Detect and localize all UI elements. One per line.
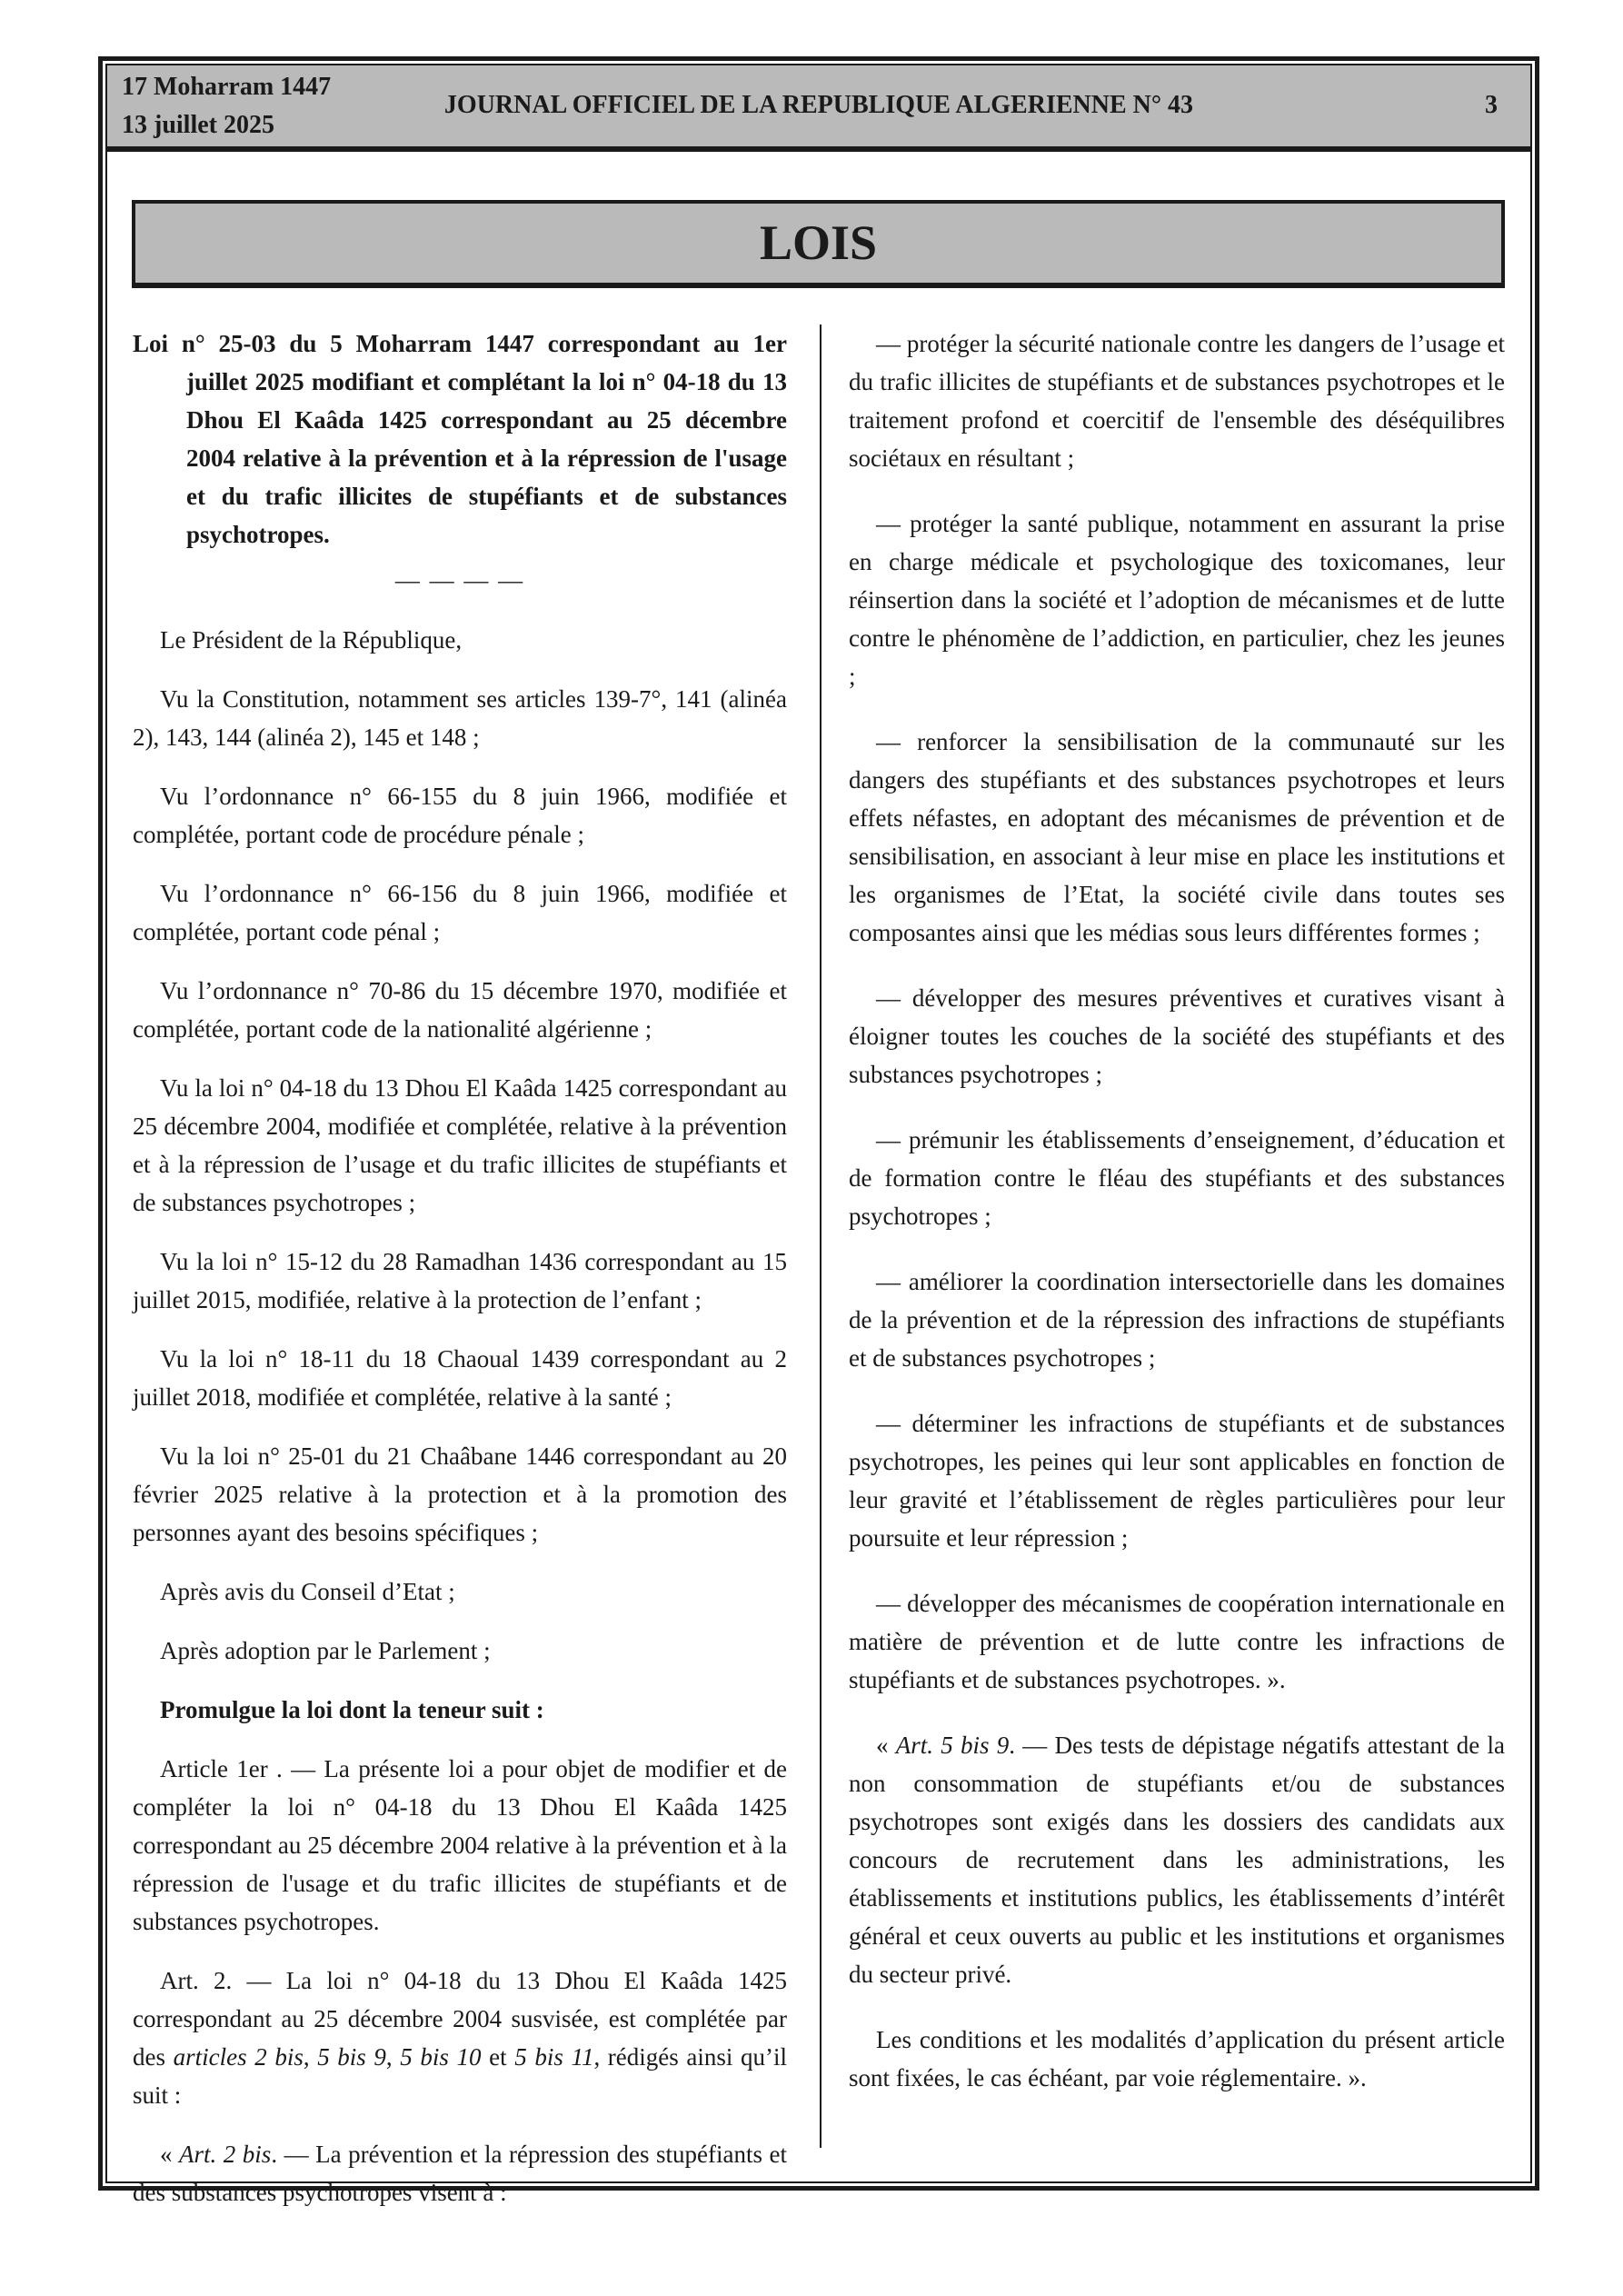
paragraph [849,1121,1505,1235]
paragraph [133,1632,787,1670]
italic-text: 5 bis 11 [514,2043,594,2071]
text-segment: Vu la loi n° 25-01 du 21 Chaâbane 1446 correspondant au 20 février 2025 relative à la protection et à la promotion des personnes ayant des besoins spécifiques ; [133,1442,787,1546]
hijri-date: 17 Moharram 1447 [122,73,332,101]
page-number: 3 [1485,91,1498,119]
paragraph [133,1243,787,1319]
italic-text: Art. 5 bis 9 [895,1732,1010,1759]
text-segment: Article 1er . — La présente loi a pour objet de modifier et de compléter la loi n° 04-18 du 13 Dhou El Kaâda 1425 correspondant au 25 décembre 2004 relative à la prévention et à la répression de l'usage et du trafic illicites de stupéfiants et de substances psychotropes. [133,1755,787,1935]
text-segment: Après avis du Conseil d’Etat ; [160,1578,455,1605]
paragraph [133,1750,787,1941]
paragraph [849,504,1505,695]
text-segment: . — La prévention et la répression des stupéfiants et des substances psychotropes visent à : [133,2141,787,2206]
paragraph [133,972,787,1048]
text-segment: — prémunir les établissements d’enseignement, d’éducation et de formation contre le fléau des stupéfiants et des substances psychotropes ; [849,1126,1505,1230]
paragraph [849,324,1505,477]
law-title [133,324,787,554]
text-segment: Vu la loi n° 04-18 du 13 Dhou El Kaâda 1425 correspondant au 25 décembre 2004, modifiée et complétée, relative à la prévention et à la répression de l’usage et du trafic illicites de stupéfiants et de substances psychotropes ; [133,1074,787,1216]
paragraph [133,621,787,659]
text-segment: — développer des mesures préventives et curatives visant à éloigner toutes les couches de la société des stupéfiants et des substances psychotropes ; [849,984,1505,1088]
text-segment: — protéger la sécurité nationale contre les dangers de l’usage et du trafic illicites de stupéfiants et de substances psychotropes et le traitement profond et coercitif de l'ensemble des déséquilibres sociétaux en résultant ; [849,330,1505,472]
paragraph [133,2135,787,2211]
paragraph [849,1726,1505,1993]
paragraph [133,874,787,951]
text-segment: — protéger la santé publique, notamment en assurant la prise en charge médicale et psychologique des toxicomanes, leur réinsertion dans la société et l’adoption de mécanismes et de lutte contre le phénomène de l’addiction, en particulier, chez les jeunes ; [849,510,1505,690]
section-title: LOIS [132,200,1505,288]
paragraph [133,1572,787,1611]
text-segment: « [876,1732,896,1759]
text-segment: , rédigés ainsi qu’il suit : [133,2043,787,2109]
right-column [849,324,1505,2124]
paragraph [849,1584,1505,1699]
text-segment: — déterminer les infractions de stupéfiants et de substances psychotropes, les peines qui leur sont applicables en fonction de leur gravité et l’établissement de règles particulières pour leur poursuite et leur répression ; [849,1410,1505,1552]
italic-text: 5 bis 9 [317,2043,386,2071]
paragraph [133,1069,787,1222]
paragraph [849,1404,1505,1557]
text-segment: Le Président de la République, [160,626,463,654]
text-segment: Loi n° 25-03 du 5 Moharram 1447 correspondant au 1er juillet 2025 modifiant et complétant la loi n° 04-18 du 13 Dhou El Kaâda 1425 correspondant au 25 décembre 2004 relative à la prévention et à la répression de l'usage et du trafic illicites de stupéfiants et de substances psychotropes. [133,330,787,548]
text-segment: — développer des mécanismes de coopération internationale en matière de prévention et de lutte contre les infractions de stupéfiants et de substances psychotropes. ». [849,1590,1505,1693]
paragraph [133,777,787,854]
paragraph [849,979,1505,1093]
column-divider [820,324,821,2148]
text-segment: « [160,2141,180,2168]
paragraph [133,1340,787,1416]
italic-text: articles 2 bis [173,2043,304,2071]
text-segment: , [303,2043,318,2071]
left-column [133,324,787,2232]
italic-text: Art. 2 bis [179,2141,272,2168]
paragraph [133,1691,787,1729]
text-segment: — — — — [394,566,525,594]
paragraph [849,1263,1505,1377]
text-segment: Art. 2. — La loi n° 04-18 du 13 Dhou El Kaâda 1425 correspondant au 25 décembre 2004 susvisée, est complétée par des [133,1967,787,2071]
text-segment: Les conditions et les modalités d’application du présent article sont fixées, le cas échéant, par voie réglementaire. ». [849,2026,1505,2091]
journal-header [107,65,1530,152]
paragraph [133,1437,787,1552]
text-segment: Vu la loi n° 15-12 du 28 Ramadhan 1436 correspondant au 15 juillet 2015, modifiée, relative à la protection de l’enfant ; [133,1248,787,1313]
text-segment: Vu l’ordonnance n° 70-86 du 15 décembre 1970, modifiée et complétée, portant code de la nationalité algérienne ; [133,977,787,1043]
journal-title: JOURNAL OFFICIEL DE LA REPUBLIQUE ALGERIENNE N° 43 [443,91,1194,119]
paragraph [849,723,1505,952]
text-segment: Vu l’ordonnance n° 66-156 du 8 juin 1966, modifiée et complétée, portant code pénal ; [133,880,787,945]
text-segment: . — Des tests de dépistage négatifs attestant de la non consommation de stupéfiants et/ou de substances psychotropes sont exigés dans les dossiers des candidats aux concours de recrutement dans les administrations, les établissements et institutions publics, les établissements d’intérêt général et ceux ouverts au public et les institutions et organismes du secteur privé. [849,1732,1506,1988]
separator [133,561,787,599]
text-segment: Vu l’ordonnance n° 66-155 du 8 juin 1966, modifiée et complétée, portant code de procédure pénale ; [133,783,787,848]
text-segment: Promulgue la loi dont la teneur suit : [160,1696,544,1723]
text-segment: Vu la loi n° 18-11 du 18 Chaoual 1439 correspondant au 2 juillet 2018, modifiée et complétée, relative à la santé ; [133,1345,787,1411]
text-segment: Vu la Constitution, notamment ses articles 139-7°, 141 (alinéa 2), 143, 144 (alinéa 2), 145 et 148 ; [133,685,787,751]
paragraph [849,2021,1505,2097]
text-segment: Après adoption par le Parlement ; [160,1637,491,1664]
gregorian-date: 13 juillet 2025 [122,111,274,139]
paragraph [133,1962,787,2114]
text-segment: , [385,2043,401,2071]
paragraph [133,680,787,756]
text-segment: et [481,2043,515,2071]
text-segment: — améliorer la coordination intersectorielle dans les domaines de la prévention et de la répression des infractions de stupéfiants et de substances psychotropes ; [849,1268,1505,1372]
italic-text: 5 bis 10 [400,2043,482,2071]
text-segment: — renforcer la sensibilisation de la communauté sur les dangers des stupéfiants et des substances psychotropes et leurs effets néfastes, en adoptant des mécanismes de prévention et de sensibilisation, en associant à leur mise en place les institutions et les organismes de l’Etat, la société civile dans toutes ses composantes ainsi que les médias sous leurs différentes formes ; [849,728,1505,946]
